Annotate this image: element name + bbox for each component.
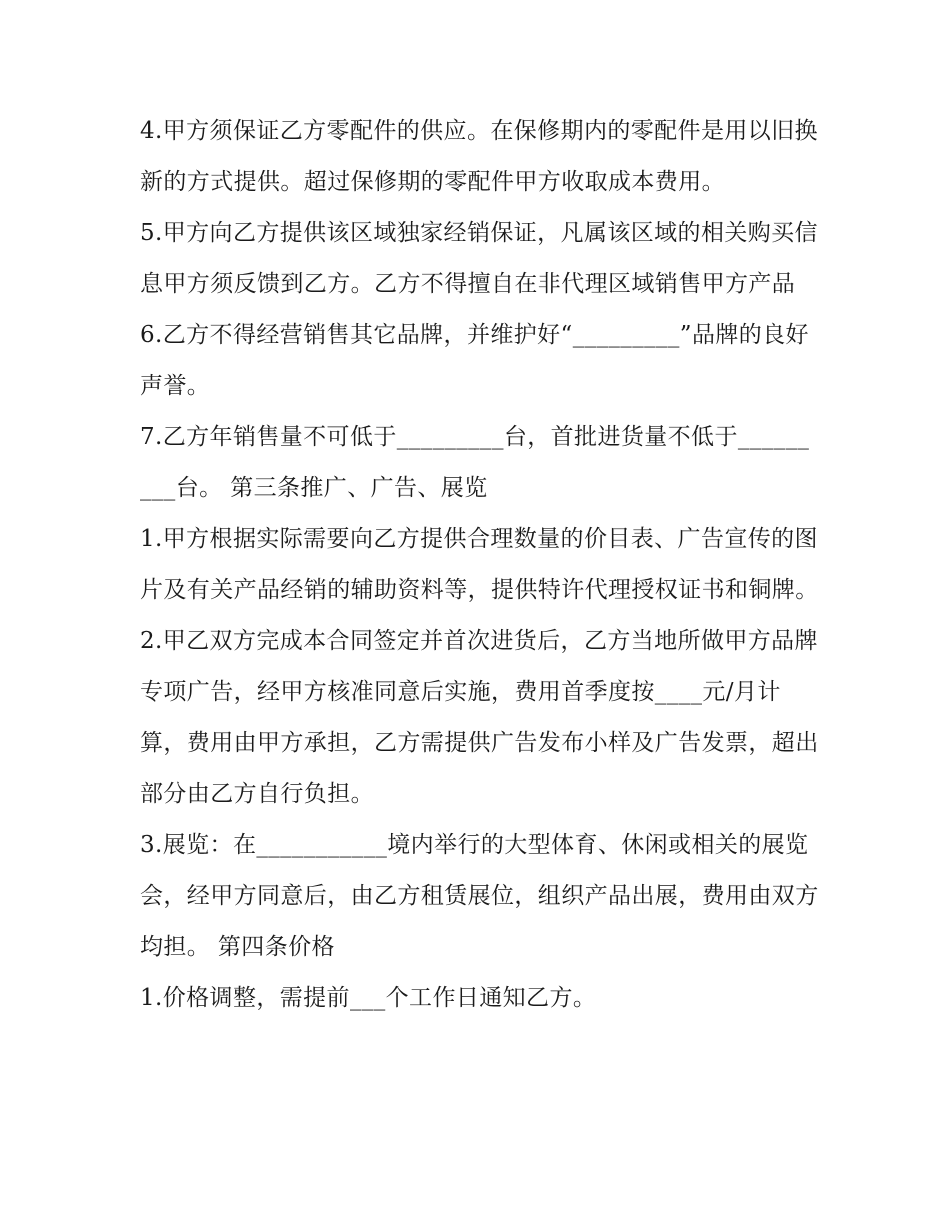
document-body	[140, 106, 820, 1024]
clause-4-spare-parts: 4.甲方须保证乙方零配件的供应。在保修期内的零配件是用以旧换新的方式提供。超过保修期的零配件甲方收取成本费用。	[140, 118, 818, 195]
clause-7-sales-volume: 7.乙方年销售量不可低于_________台，首批进货量不低于_________台。 第三条推广、广告、展览	[140, 424, 810, 501]
clause-5-exclusive-distribution: 5.甲方向乙方提供该区域独家经销保证，凡属该区域的相关购买信息甲方须反馈到乙方。乙方不得擅自在非代理区域销售甲方产品	[140, 220, 818, 297]
article-3-clause-3-exhibition: 3.展览：在___________境内举行的大型体育、休闲或相关的展览会，经甲方同意后，由乙方租赁展位，组织产品出展，费用由双方均担。 第四条价格	[140, 832, 819, 960]
article-3-clause-2-advertising: 2.甲乙双方完成本合同签定并首次进货后，乙方当地所做甲方品牌专项广告，经甲方核准同意后实施，费用首季度按____元/月计算，费用由甲方承担，乙方需提供广告发布小样及广告发票，超出部分由乙方自行负担。	[140, 628, 819, 807]
article-3-clause-1-materials: 1.甲方根据实际需要向乙方提供合理数量的价目表、广告宣传的图片及有关产品经销的辅助资料等，提供特许代理授权证书和铜牌。	[140, 526, 819, 603]
clause-6-brand-reputation: 6.乙方不得经营销售其它品牌，并维护好“_________”品牌的良好声誉。	[140, 322, 809, 399]
article-4-clause-1-price-adjustment: 1.价格调整，需提前___个工作日通知乙方。	[140, 985, 597, 1011]
